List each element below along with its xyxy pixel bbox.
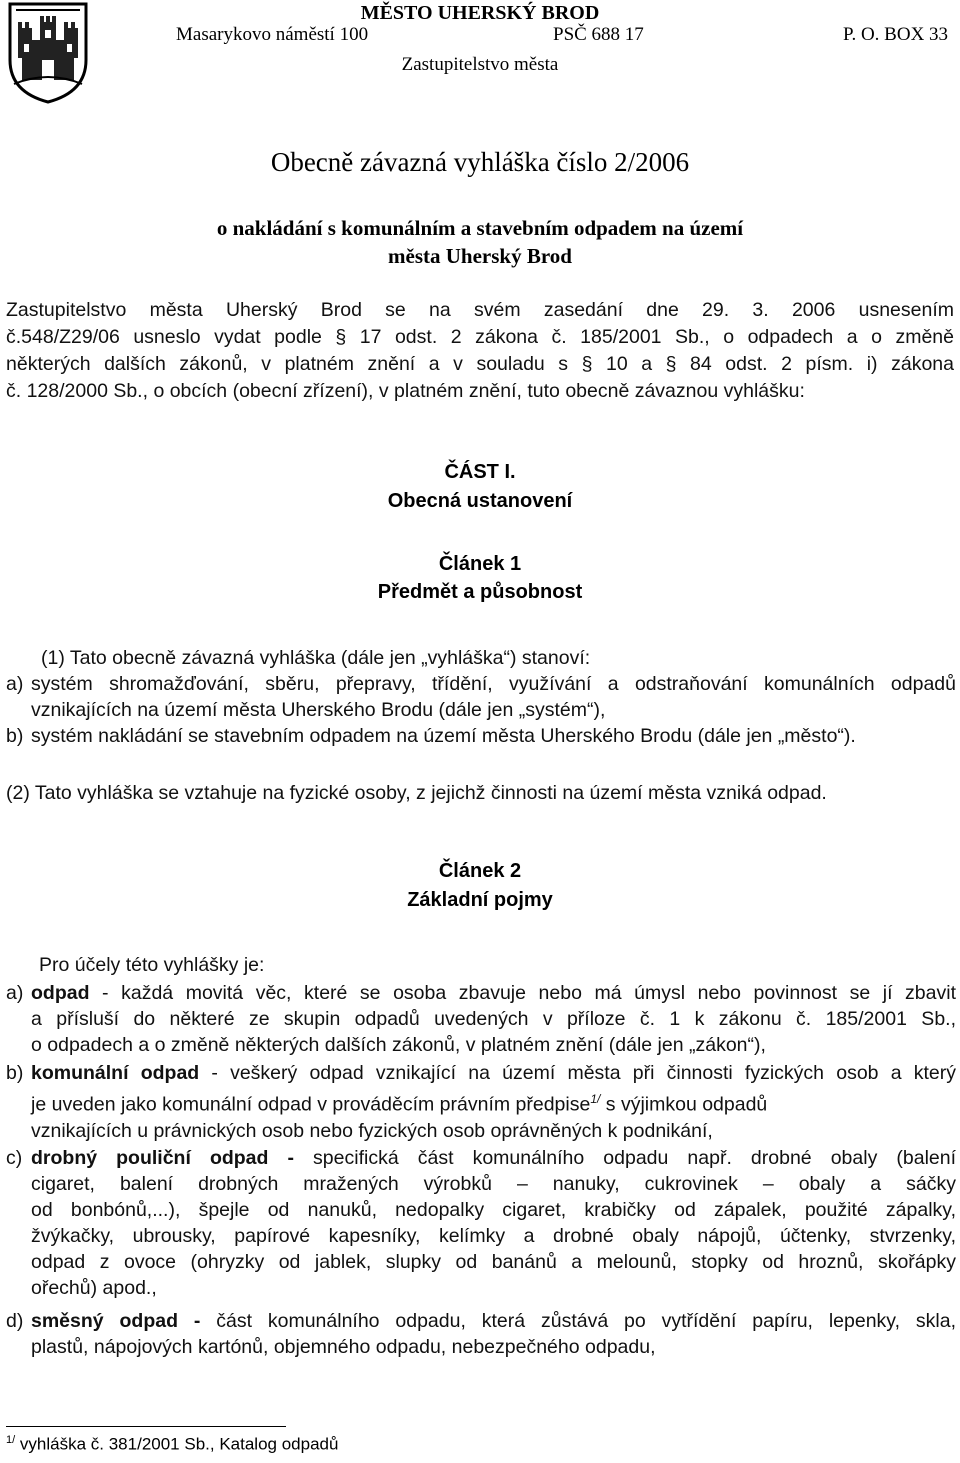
subtitle-line-1: o nakládání s komunálním a stavebním odpadem na území	[216, 216, 744, 240]
item-line: cigaret, balení drobných mražených výrobků – nanuky, cukrovinek – obaly a sáčky	[31, 1173, 956, 1195]
preamble-line: č. 128/2000 Sb., o obcích (obecní zřízení), v platném znění, tuto obecně závaznou vyhlášku:	[6, 380, 805, 402]
preamble-line: č.548/Z29/06 usneslo vydat podle § 17 odst. 2 zákona č. 185/2001 Sb., o odpadech a o změně	[6, 326, 954, 348]
preamble-line: Zastupitelstvo města Uherský Brod se na svém zasedání dne 29. 3. 2006 usnesením	[6, 299, 954, 321]
article1-title: Předmět a působnost	[377, 581, 583, 603]
item-line: systém shromažďování, sběru, přepravy, třídění, využívání a odstraňování komunálních odpadů	[31, 673, 956, 695]
definition-term: komunální odpad	[31, 1062, 200, 1084]
preamble-paragraph	[6, 297, 954, 405]
footnote-divider	[6, 1426, 286, 1427]
item-label: b)	[6, 1062, 24, 1084]
article1-item-a	[6, 671, 956, 723]
definition-a	[6, 980, 956, 1058]
definition-term: odpad	[31, 982, 90, 1004]
definition-text: specifická část komunálního odpadu např. drobné obaly (balení	[294, 1147, 957, 1169]
article2-title: Základní pojmy	[407, 889, 553, 911]
item-label: a)	[6, 673, 24, 695]
header-postcode: PSČ 688 17	[553, 24, 644, 45]
article1-item-b	[6, 723, 956, 749]
subtitle-line-2: města Uherský Brod	[388, 244, 572, 268]
preamble-line: některých dalších zákonů, v platném znění a v souladu s § 10 a § 84 odst. 2 písm. i) zákona	[6, 353, 954, 375]
definition-c	[6, 1145, 956, 1301]
definition-b	[6, 1060, 956, 1144]
item-line: je uveden jako komunální odpad v prováděcím právním předpise	[31, 1093, 591, 1116]
item-line: vznikajících na území města Uherského Brodu (dále jen „systém“),	[31, 699, 606, 721]
article2-heading: Článek 2	[438, 860, 522, 882]
item-line: o odpadech a o změně některých dalších zákonů, v platném znění (dále jen „zákon“),	[31, 1034, 766, 1056]
footnote	[6, 1434, 338, 1455]
article1-heading: Článek 1	[438, 553, 522, 575]
part-heading: ČÁST I.	[444, 461, 516, 483]
document-title: Obecně závazná vyhláška číslo 2/2006	[270, 147, 690, 177]
item-line: systém nakládání se stavebním odpadem na území města Uherského Brodu (dále jen „město“).	[31, 725, 856, 747]
item-line: odpad z ovoce (ohryzky od jablek, slupky od banánů a melounů, stopky od hroznů, skořápky	[31, 1251, 956, 1273]
item-line: s výjimkou odpadů	[600, 1093, 768, 1116]
item-line: a přísluší do některé ze skupin odpadů uvedených v příloze č. 1 k zákonu č. 185/2001 Sb.,	[31, 1008, 956, 1030]
item-line: žvýkačky, ubrousky, papírové kapesníky, kelímky a drobné obaly nápojů, účtenky, stvrzenky,	[31, 1225, 956, 1247]
footnote-text: vyhláška č. 381/2001 Sb., Katalog odpadů	[19, 1434, 339, 1454]
footnote-number: 1/	[6, 1434, 16, 1446]
definition-term: směsný odpad -	[31, 1310, 201, 1332]
item-line: vznikajících u právnických osob nebo fyzických osob oprávněných k podnikání,	[31, 1119, 713, 1142]
article1-para1-intro: (1) Tato obecně závazná vyhláška (dále jen „vyhláška“) stanoví:	[41, 647, 591, 669]
definition-text: - veškerý odpad vznikající na území města při činnosti fyzických osob a který	[199, 1062, 957, 1084]
header-pobox: P. O. BOX 33	[843, 24, 949, 45]
item-line: plastů, nápojových kartónů, objemného odpadu, nebezpečného odpadu,	[31, 1336, 656, 1358]
part-title: Obecná ustanovení	[387, 490, 573, 512]
document-subtitle	[0, 214, 960, 270]
item-label: c)	[6, 1147, 23, 1169]
item-line: ořechů) apod.,	[31, 1277, 157, 1299]
footnote-ref: 1/	[590, 1092, 601, 1106]
item-label: b)	[6, 725, 24, 747]
definition-d	[6, 1308, 956, 1360]
definition-term: drobný pouliční odpad -	[31, 1147, 294, 1169]
item-line: od bonbónů,...), špejle od nanuků, nedopalky cigaret, krabičky od zápalek, použité zápalky,	[31, 1199, 956, 1221]
header-city-name: MĚSTO UHERSKÝ BROD	[360, 2, 600, 24]
article2-intro: Pro účely této vyhlášky je:	[39, 954, 265, 976]
header-council: Zastupitelstvo města	[401, 54, 559, 75]
definition-text: část komunálního odpadu, která zůstává po vytřídění papíru, lepenky, skla,	[200, 1310, 956, 1332]
article1-para2: (2) Tato vyhláška se vztahuje na fyzické osoby, z jejichž činnosti na území města vzniká odpad.	[6, 782, 827, 804]
header-address: Masarykovo náměstí 100	[176, 24, 369, 45]
item-label: a)	[6, 982, 24, 1004]
definition-text: - každá movitá věc, které se osoba zbavuje nebo má úmysl nebo povinnost se jí zbavit	[89, 982, 956, 1004]
item-label: d)	[6, 1310, 24, 1332]
